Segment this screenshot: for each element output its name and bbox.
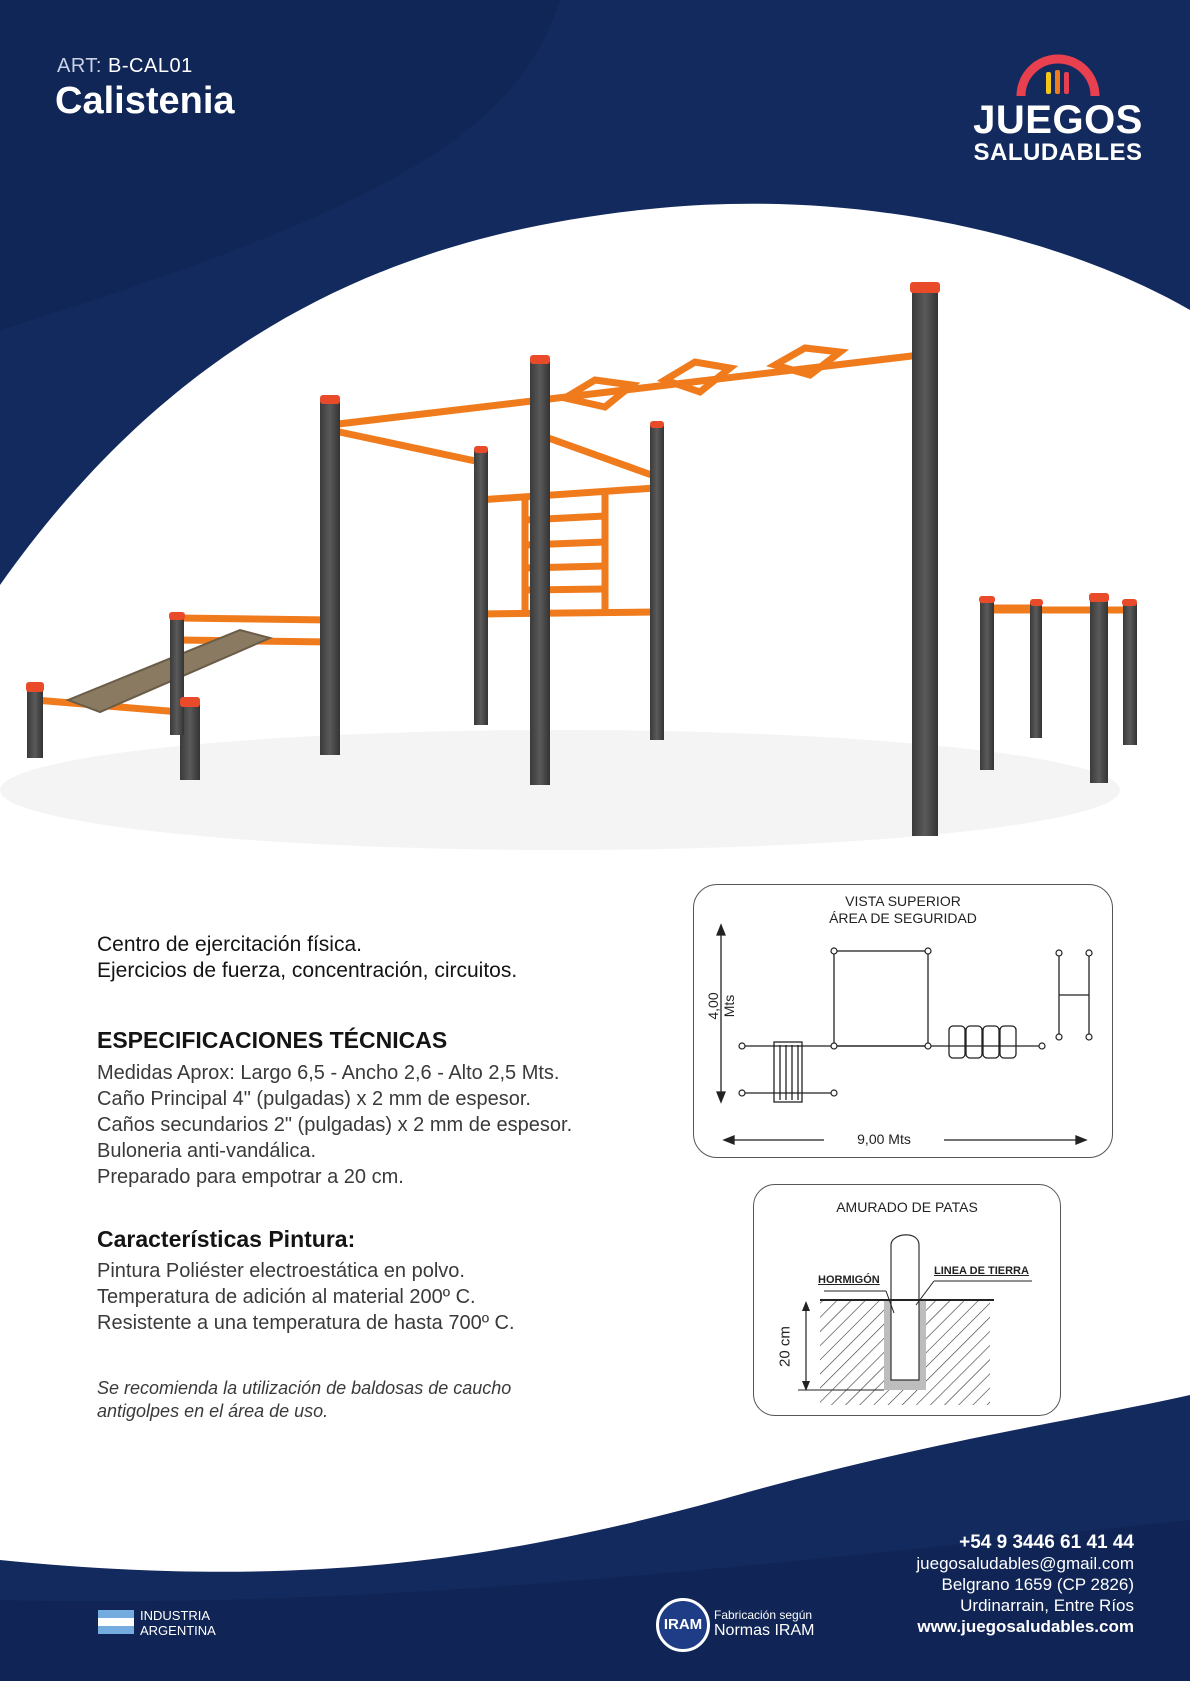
industria-line-1: INDUSTRIA bbox=[140, 1608, 211, 1623]
industria-line-2: ARGENTINA bbox=[140, 1623, 216, 1638]
product-title: Calistenia bbox=[55, 80, 235, 122]
intro-line: Ejercicios de fuerza, concentración, circuitos. bbox=[97, 959, 518, 982]
rainbow-arch-icon bbox=[1013, 50, 1103, 100]
paint-item: Temperatura de adición al material 200º C. bbox=[97, 1286, 476, 1308]
depth-label: 20 cm bbox=[776, 1326, 794, 1367]
iram-badge-icon: IRAM bbox=[656, 1598, 710, 1652]
iram-text bbox=[714, 1608, 814, 1639]
top-view-subtitle: ÁREA DE SEGURIDAD bbox=[829, 910, 977, 926]
paint-list bbox=[97, 1258, 515, 1336]
contact-phone[interactable]: +54 9 3446 61 41 44 bbox=[959, 1532, 1134, 1553]
logo-line-1: JUEGOS bbox=[973, 98, 1143, 142]
iram-line-1: Fabricación según bbox=[714, 1608, 813, 1622]
intro-text bbox=[97, 932, 517, 984]
ground-line-label: LINEA DE TIERRA bbox=[934, 1265, 1029, 1277]
contact-address-2: Urdinarrain, Entre Ríos bbox=[960, 1596, 1134, 1615]
spec-item: Buloneria anti-vandálica. bbox=[97, 1140, 317, 1162]
anchoring-title: AMURADO DE PATAS bbox=[836, 1199, 978, 1215]
argentina-flag-icon bbox=[98, 1610, 134, 1634]
contact-address-1: Belgrano 1659 (CP 2826) bbox=[941, 1575, 1134, 1594]
specs-list bbox=[97, 1060, 572, 1190]
note-line: Se recomienda la utilización de baldosas de caucho bbox=[97, 1378, 512, 1398]
paint-item: Resistente a una temperatura de hasta 700º C. bbox=[97, 1312, 515, 1334]
anchoring-drawing bbox=[754, 1185, 1060, 1415]
spec-item: Preparado para empotrar a 20 cm. bbox=[97, 1166, 404, 1188]
contact-block bbox=[916, 1532, 1134, 1637]
usage-note bbox=[97, 1377, 511, 1423]
spec-item: Caños secundarios 2" (pulgadas) x 2 mm de espesor. bbox=[97, 1114, 573, 1136]
specs-heading: ESPECIFICACIONES TÉCNICAS bbox=[97, 1027, 448, 1053]
paint-item: Pintura Poliéster electroestática en polvo. bbox=[97, 1260, 465, 1282]
contact-website[interactable]: www.juegosaludables.com bbox=[917, 1617, 1134, 1636]
article-code-label: ART: bbox=[57, 55, 102, 77]
intro-line: Centro de ejercitación física. bbox=[97, 933, 362, 956]
contact-email[interactable]: juegosaludables@gmail.com bbox=[916, 1554, 1134, 1573]
brand-logo bbox=[968, 50, 1148, 166]
anchoring-diagram bbox=[753, 1184, 1061, 1416]
top-view-diagram bbox=[693, 884, 1113, 1158]
width-label: 9,00 Mts bbox=[857, 1131, 911, 1147]
paint-heading: Características Pintura: bbox=[97, 1226, 356, 1252]
top-view-drawing bbox=[694, 885, 1112, 1157]
note-line: antigolpes en el área de uso. bbox=[97, 1401, 329, 1421]
logo-line-2: SALUDABLES bbox=[973, 139, 1143, 166]
article-code-value: B-CAL01 bbox=[108, 55, 193, 77]
iram-line-2: Normas IRAM bbox=[714, 1622, 815, 1639]
industria-argentina bbox=[100, 1608, 216, 1638]
top-view-title: VISTA SUPERIOR bbox=[845, 893, 961, 909]
spec-item: Caño Principal 4" (pulgadas) x 2 mm de espesor. bbox=[97, 1088, 531, 1110]
concrete-label: HORMIGÓN bbox=[818, 1274, 880, 1286]
article-code bbox=[57, 55, 193, 78]
height-label: 4,00 Mts bbox=[705, 992, 737, 1020]
spec-item: Medidas Aprox: Largo 6,5 - Ancho 2,6 - Alto 2,5 Mts. bbox=[97, 1062, 560, 1084]
